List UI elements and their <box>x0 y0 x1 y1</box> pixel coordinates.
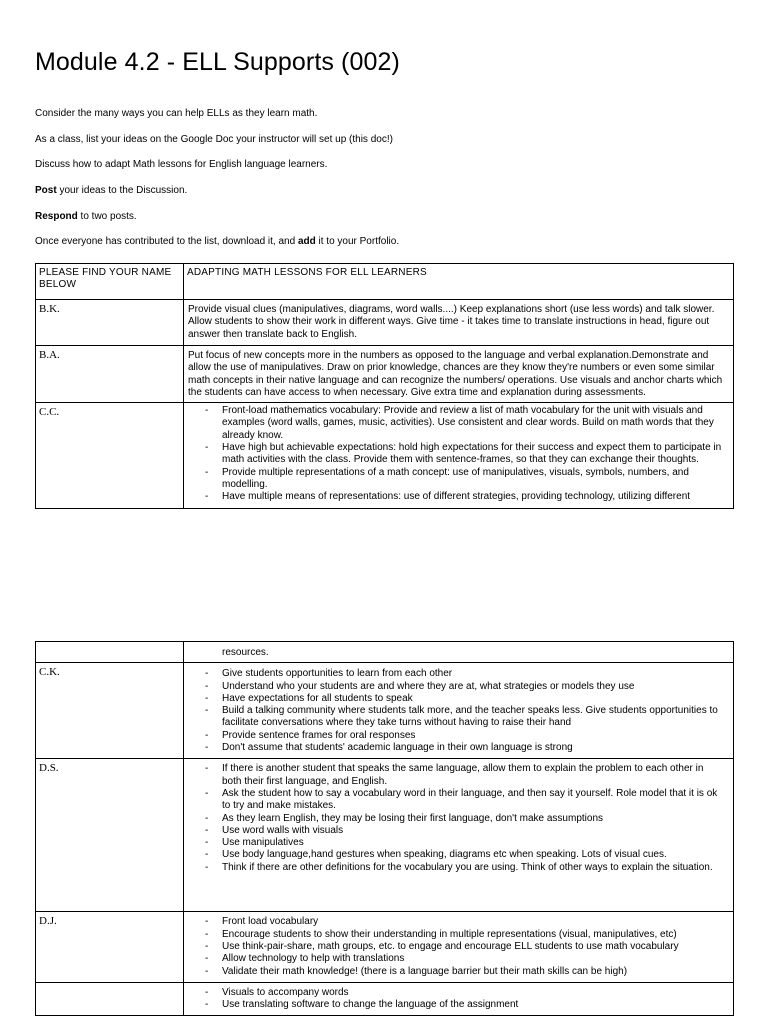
student-ideas <box>184 403 734 508</box>
post-bold: Post <box>35 185 57 197</box>
header-name-column: PLEASE FIND YOUR NAME BELOW <box>36 264 184 300</box>
instruction-portfolio <box>35 235 735 248</box>
table-row <box>36 346 734 403</box>
portfolio-b: it to your Portfolio. <box>315 236 400 248</box>
list-item: - Have expectations for all students to speak <box>222 693 725 705</box>
list-item: - Have multiple means of representations: use of different strategies, providing technology, utilizing different <box>222 491 725 503</box>
list-item: - Encourage students to show their understanding in multiple representations (visual, manipulatives, etc) <box>222 929 725 941</box>
list-item: - Provide sentence frames for oral responses <box>222 730 725 742</box>
list-item: - Front-load mathematics vocabulary: Provide and review a list of math vocabulary for the unit with visuals and examples (word walls, games, music, activities). Use consistent and clear words. Build on math words that they already know. <box>222 405 725 442</box>
list-item: - Provide multiple representations of a math concept: use of manipulatives, visuals, symbols, numbers, and modelling. <box>222 467 725 492</box>
list-item: - Use manipulatives <box>222 837 725 849</box>
student-name <box>36 642 184 663</box>
list-item: - Use body language,hand gestures when speaking, diagrams etc when speaking. Lots of visual cues. <box>222 849 725 861</box>
ideas-list <box>184 759 733 878</box>
ideas-list <box>184 663 733 758</box>
instruction-discuss: Discuss how to adapt Math lessons for English language learners. <box>35 159 328 171</box>
list-item: - Visuals to accompany words <box>222 987 725 999</box>
list-item: - Validate their math knowledge! (there is a language barrier but their math skills can be high) <box>222 966 725 978</box>
ell-table-page-2 <box>35 641 734 1016</box>
instruction-consider: Consider the many ways you can help ELLs as they learn math. <box>35 108 318 119</box>
ell-table-page-1 <box>35 263 734 509</box>
post-rest: your ideas to the Discussion. <box>56 185 188 197</box>
instructions <box>35 107 735 261</box>
list-item: - Think if there are other definitions for the vocabulary you are using. Think of other ways to explain the situation. <box>222 862 725 874</box>
list-item: - Build a talking community where students talk more, and the teacher speaks less. Give students opportunities to facilitate conversations where they take turns without having to raise their hand <box>222 705 725 730</box>
add-bold: add <box>297 236 316 248</box>
respond-rest: to two posts. <box>77 210 137 222</box>
list-item: - If there is another student that speaks the same language, allow them to explain the problem to each other in both their first language, and English. <box>222 763 725 788</box>
list-item: - Don't assume that students' academic language in their own language is strong <box>222 742 725 754</box>
list-item: - Allow technology to help with translations <box>222 953 725 965</box>
list-item: - Have high but achievable expectations: hold high expectations for their success and expect them to participate in math activities with the class. Provide them with sentence-frames, so that they can exchange their thoughts. <box>222 442 725 467</box>
table-row <box>36 300 734 346</box>
table-row <box>36 982 734 1016</box>
list-item: - Ask the student how to say a vocabulary word in their language, and then say it yourself. Role model that it is ok to try and make mistakes. <box>222 788 725 813</box>
page-title: Module 4.2 - ELL Supports (002) <box>35 48 400 76</box>
table-header-row <box>36 264 734 300</box>
student-ideas: Provide visual clues (manipulatives, diagrams, word walls....) Keep explanations short (use less words) and talk slower. Allow students to show their work in different ways. Give time - it takes time to translate instructions in head, figure out answer then translate back to English. <box>184 300 734 346</box>
ideas-list <box>184 403 733 507</box>
student-name: C.C. <box>36 403 184 508</box>
list-item: - Use word walls with visuals <box>222 825 725 837</box>
student-name: D.S. <box>36 759 184 912</box>
ideas-list <box>184 983 733 1016</box>
table-row <box>36 912 734 982</box>
student-name: C.K. <box>36 663 184 759</box>
respond-bold: Respond <box>35 210 78 222</box>
student-ideas <box>184 663 734 759</box>
student-name <box>36 982 184 1016</box>
portfolio-a: Once everyone has contributed to the list, download it, and <box>35 236 298 248</box>
student-name: B.A. <box>36 346 184 403</box>
student-ideas <box>184 982 734 1016</box>
student-ideas <box>184 912 734 982</box>
student-ideas <box>184 759 734 912</box>
table-row <box>36 403 734 508</box>
student-ideas <box>184 642 734 663</box>
list-item: - Front load vocabulary <box>222 916 725 928</box>
instruction-post <box>35 184 735 197</box>
header-ideas-column: ADAPTING MATH LESSONS FOR ELL LEARNERS <box>184 264 734 300</box>
list-item: - Understand who your students are and where they are at, what strategies or models they use <box>222 681 725 693</box>
instruction-list-ideas: As a class, list your ideas on the Google Doc your instructor will set up (this doc!) <box>35 133 393 145</box>
table-row <box>36 642 734 663</box>
instruction-respond <box>35 210 735 223</box>
list-item: - As they learn English, they may be losing their first language, don't make assumptions <box>222 813 725 825</box>
student-name: B.K. <box>36 300 184 346</box>
ideas-list <box>184 912 733 981</box>
list-item: - Use translating software to change the language of the assignment <box>222 999 725 1011</box>
table-row <box>36 663 734 759</box>
student-name: D.J. <box>36 912 184 982</box>
list-item: - Give students opportunities to learn from each other <box>222 668 725 680</box>
continued-text: resources. <box>222 647 269 658</box>
list-item: - Use think-pair-share, math groups, etc. to engage and encourage ELL students to use math vocabulary <box>222 941 725 953</box>
table-row <box>36 759 734 912</box>
student-ideas: Put focus of new concepts more in the numbers as opposed to the language and verbal explanation.Demonstrate and allow the use of manipulatives. Draw on prior knowledge, chances are they know they're numbers or even some similar math concepts in their native language and can recognize the numbers/ operations. Use visuals and anchor charts which the students can have access to when necessary. Give extra time and explanation during assessments. <box>184 346 734 403</box>
